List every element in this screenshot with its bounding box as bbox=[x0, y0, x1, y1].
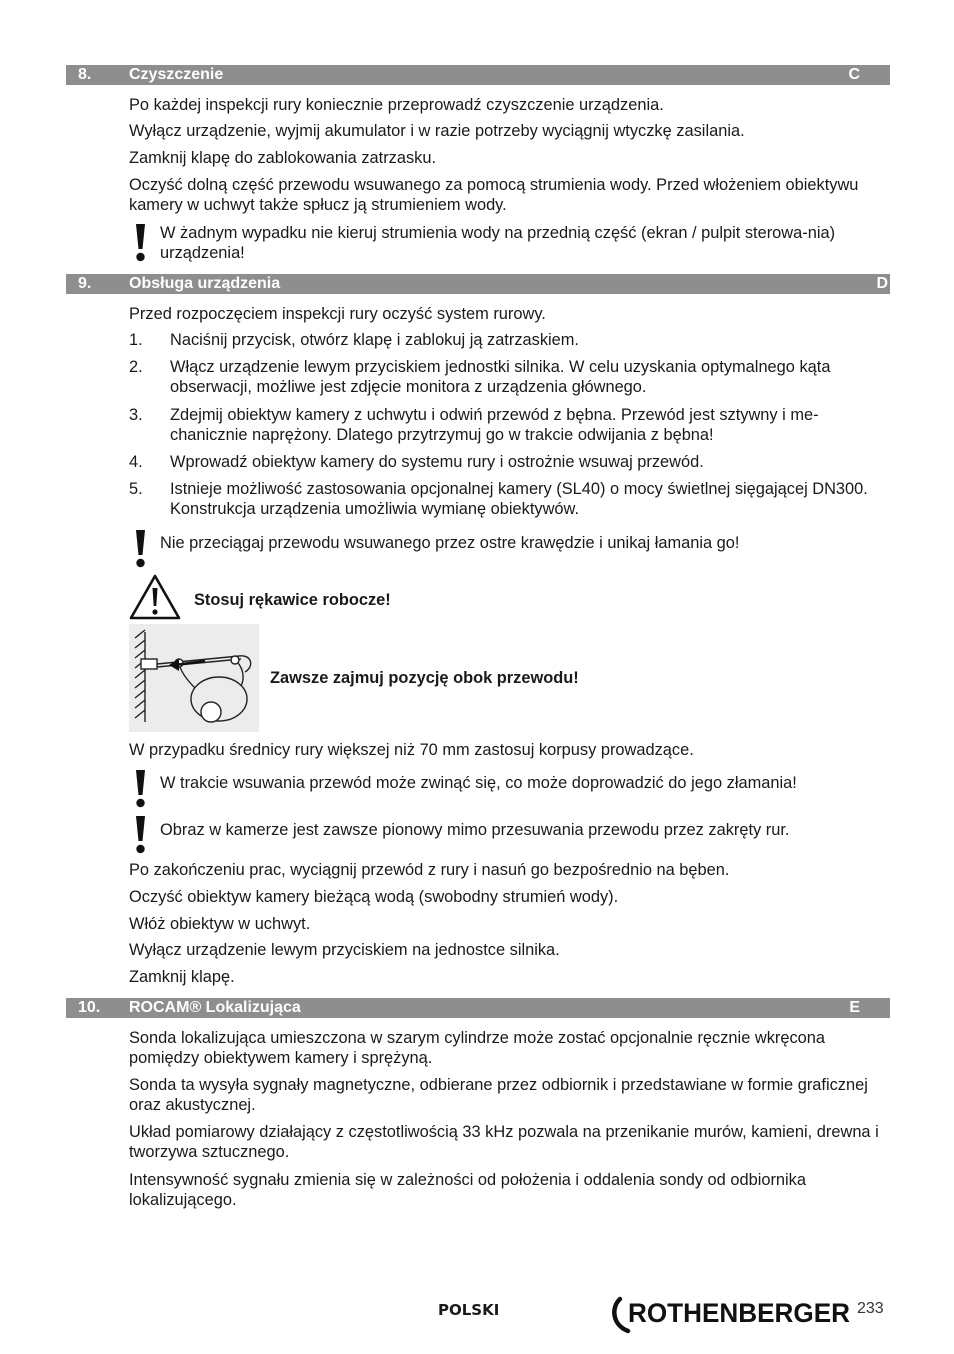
section-letter: E bbox=[849, 999, 860, 1016]
paragraph: Włóż obiektyw w uchwyt. bbox=[129, 915, 311, 933]
info-note: Obraz w kamerze jest zawsze pionowy mimo przesuwania przewodu przez zakręty rur. bbox=[160, 821, 790, 839]
warning-note: W żadnym wypadku nie kieruj strumienia wody na przednią część (ekran / pulpit sterowa-nia) urządzenia! bbox=[160, 224, 836, 262]
step-number: 5. bbox=[129, 480, 143, 498]
caution-note: Nie przeciągaj przewodu wsuwanego przez ostre krawędzie i unikaj łamania go! bbox=[160, 534, 740, 552]
section-8-header bbox=[66, 65, 890, 85]
section-title: ROCAM® Lokalizująca bbox=[129, 999, 301, 1016]
caution-note: W trakcie wsuwania przewód może zwinąć się, co może doprowadzić do jego złamania! bbox=[160, 774, 797, 792]
step-number: 2. bbox=[129, 358, 143, 376]
section-9-header bbox=[66, 274, 890, 294]
step-text: Istnieje możliwość zastosowania opcjonalnej kamery (SL40) o mocy świetlnej sięgającej DN300. Konstrukcja urządzenia umożliwia wymianę obiektywów. bbox=[170, 480, 868, 518]
exclamation-icon bbox=[134, 815, 147, 855]
exclamation-icon bbox=[134, 529, 147, 569]
paragraph: Zamknij klapę. bbox=[129, 968, 235, 986]
step-number: 3. bbox=[129, 406, 143, 424]
paragraph: Intensywność sygnału zmienia się w zależności od położenia i oddalenia sondy od odbiornika lokalizującego. bbox=[129, 1171, 806, 1209]
step-number: 1. bbox=[129, 331, 143, 349]
section-number: 9. bbox=[78, 275, 92, 292]
paragraph: Po każdej inspekcji rury koniecznie przeprowadź czyszczenie urządzenia. bbox=[129, 96, 664, 114]
paragraph: Wyłącz urządzenie, wyjmij akumulator i w razie potrzeby wyciągnij wtyczkę zasilania. bbox=[129, 122, 745, 140]
step-text: Naciśnij przycisk, otwórz klapę i zablokuj ją zatrzaskiem. bbox=[170, 331, 579, 349]
paragraph: Układ pomiarowy działający z częstotliwością 33 kHz pozwala na przenikanie murów, kamieni, drewna i tworzywa sztucznego. bbox=[129, 1123, 879, 1161]
section-title: Obsługa urządzenia bbox=[129, 275, 281, 292]
section-10-header bbox=[66, 998, 890, 1018]
section-title: Czyszczenie bbox=[129, 66, 224, 83]
rothenberger-logo bbox=[610, 1293, 855, 1335]
footer-language: POLSKI bbox=[438, 1301, 500, 1319]
paragraph: Wyłącz urządzenie lewym przyciskiem na jednostce silnika. bbox=[129, 941, 560, 959]
gloves-warning: Stosuj rękawice robocze! bbox=[194, 591, 391, 609]
paragraph: Sonda ta wysyła sygnały magnetyczne, odbierane przez odbiornik i przedstawiane w formie graficznej oraz akustycznej. bbox=[129, 1076, 868, 1114]
section-number: 8. bbox=[78, 66, 92, 83]
section-number: 10. bbox=[78, 999, 101, 1016]
position-warning: Zawsze zajmuj pozycję obok przewodu! bbox=[270, 669, 579, 687]
warning-triangle-icon bbox=[128, 573, 182, 621]
paragraph: Oczyść dolną część przewodu wsuwanego za pomocą strumienia wody. Przed włożeniem obiektywu kamery w uchwyt także spłucz ją strumieniem wody. bbox=[129, 176, 859, 214]
paragraph: Przed rozpoczęciem inspekcji rury oczyść system rurowy. bbox=[129, 305, 546, 323]
step-text: Włącz urządzenie lewym przyciskiem jednostki silnika. W celu uzyskania optymalnego kąta obserwacji, możliwe jest zdjęcie monitora z urządzenia głównego. bbox=[170, 358, 831, 396]
paragraph: W przypadku średnicy rury większej niż 70 mm zastosuj korpusy prowadzące. bbox=[129, 741, 694, 759]
paragraph: Zamknij klapę do zablokowania zatrzasku. bbox=[129, 149, 437, 167]
paragraph: Oczyść obiektyw kamery bieżącą wodą (swobodny strumień wody). bbox=[129, 888, 619, 906]
section-letter: C bbox=[848, 66, 860, 83]
section-letter: D bbox=[876, 275, 888, 292]
step-number: 4. bbox=[129, 453, 143, 471]
paragraph: Po zakończeniu prac, wyciągnij przewód z rury i nasuń go bezpośrednio na bęben. bbox=[129, 861, 730, 879]
brand-wordmark: ROTHENBERGER bbox=[628, 1298, 850, 1328]
exclamation-icon bbox=[134, 223, 147, 263]
exclamation-icon bbox=[134, 769, 147, 809]
step-text: Zdejmij obiektyw kamery z uchwytu i odwiń przewód z bębna. Przewód jest sztywny i me-chanicznie naprężony. Dlatego przytrzymuj go w trakcie odwijania z bębna! bbox=[170, 406, 819, 444]
operator-position-illustration bbox=[129, 624, 259, 732]
page-number: 233 bbox=[857, 1300, 884, 1317]
step-text: Wprowadź obiektyw kamery do systemu rury i ostrożnie wsuwaj przewód. bbox=[170, 453, 704, 471]
paragraph: Sonda lokalizująca umieszczona w szarym cylindrze może zostać opcjonalnie ręcznie wkręcona pomiędzy obiektywem kamery i sprężyną. bbox=[129, 1029, 826, 1067]
